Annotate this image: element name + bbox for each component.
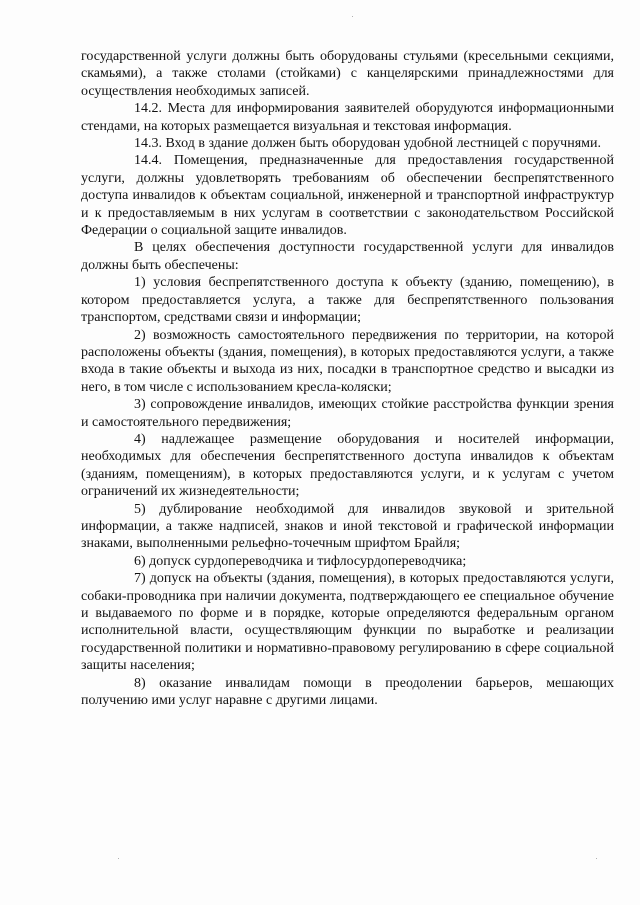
list-item-8: 8) оказание инвалидам помощи в преодолении барьеров, мешающих получению ими услуг наравне с другими лицами. xyxy=(81,675,614,709)
list-item-2: 2) возможность самостоятельного передвижения по территории, на которой расположены объекты (здания, помещения), в которых предоставляются услуги, а также входа в такие объекты и выхода из них, посадки в транспортное средство и высадки из него, в том числе с использованием кресла-коляски; xyxy=(81,327,614,395)
list-item-7: 7) допуск на объекты (здания, помещения), в которых предоставляются услуги, собаки-проводника при наличии документа, подтверждающего ее специальное обучение и выдаваемого по форме и в порядке, которые определяются федеральным органом исполнительной власти, осуществляющим функции по выработке и реализации государственной политики и нормативно-правовому регулированию в сфере социальной защиты населения; xyxy=(81,571,614,674)
paragraph-14-3: 14.3. Вход в здание должен быть оборудован удобной лестницей с поручнями. xyxy=(134,136,601,152)
paragraph-14-4: 14.4. Помещения, предназначенные для предоставления государственной услуги, должны удовлетворять требованиям об обеспечении беспрепятственного доступа инвалидов к объектам социальной, инженерной и транспортной инфраструктур и к предоставляемым в них услугам в соответствии с законодательством Российской Федерации о социальной защите инвалидов. xyxy=(81,153,614,239)
scan-speck xyxy=(118,858,119,859)
list-item-3: 3) сопровождение инвалидов, имеющих стойкие расстройства функции зрения и самостоятельного передвижения; xyxy=(81,397,614,430)
paragraph-14-2: 14.2. Места для информирования заявителей оборудуются информационными стендами, на которых размещается визуальная и текстовая информация. xyxy=(81,101,614,134)
list-item-4: 4) надлежащее размещение оборудования и носителей информации, необходимых для обеспечения беспрепятственного доступа инвалидов к объектам (зданиям, помещениям), в которых предоставляются услуги, и к услугам с учетом ограничений их жизнедеятельности; xyxy=(81,431,614,500)
paragraph-chairs: государственной услуги должны быть оборудованы стульями (кресельными секциями, скамьями), а также столами (стойками) с канцелярскими принадлежностями для осуществления необходимых записей. xyxy=(81,49,614,99)
list-item-1: 1) условия беспрепятственного доступа к объекту (зданию, помещению), в котором предоставляется услуга, а также для беспрепятственного пользования транспортом, средствами связи и информации; xyxy=(81,275,614,326)
list-item-6: 6) допуск сурдопереводчика и тифлосурдопереводчика; xyxy=(134,553,467,569)
document-body xyxy=(81,48,614,709)
list-item-5: 5) дублирование необходимой для инвалидов звуковой и зрительной информации, а также надписей, знаков и иной текстовой и графической информации знаками, выполненными рельефно-точечным шрифтом Брайля; xyxy=(81,501,614,552)
scan-speck xyxy=(596,858,597,859)
paragraph-accessibility-intro: В целях обеспечения доступности государственной услуги для инвалидов должны быть обеспечены: xyxy=(81,240,614,273)
scan-speck xyxy=(352,16,353,17)
